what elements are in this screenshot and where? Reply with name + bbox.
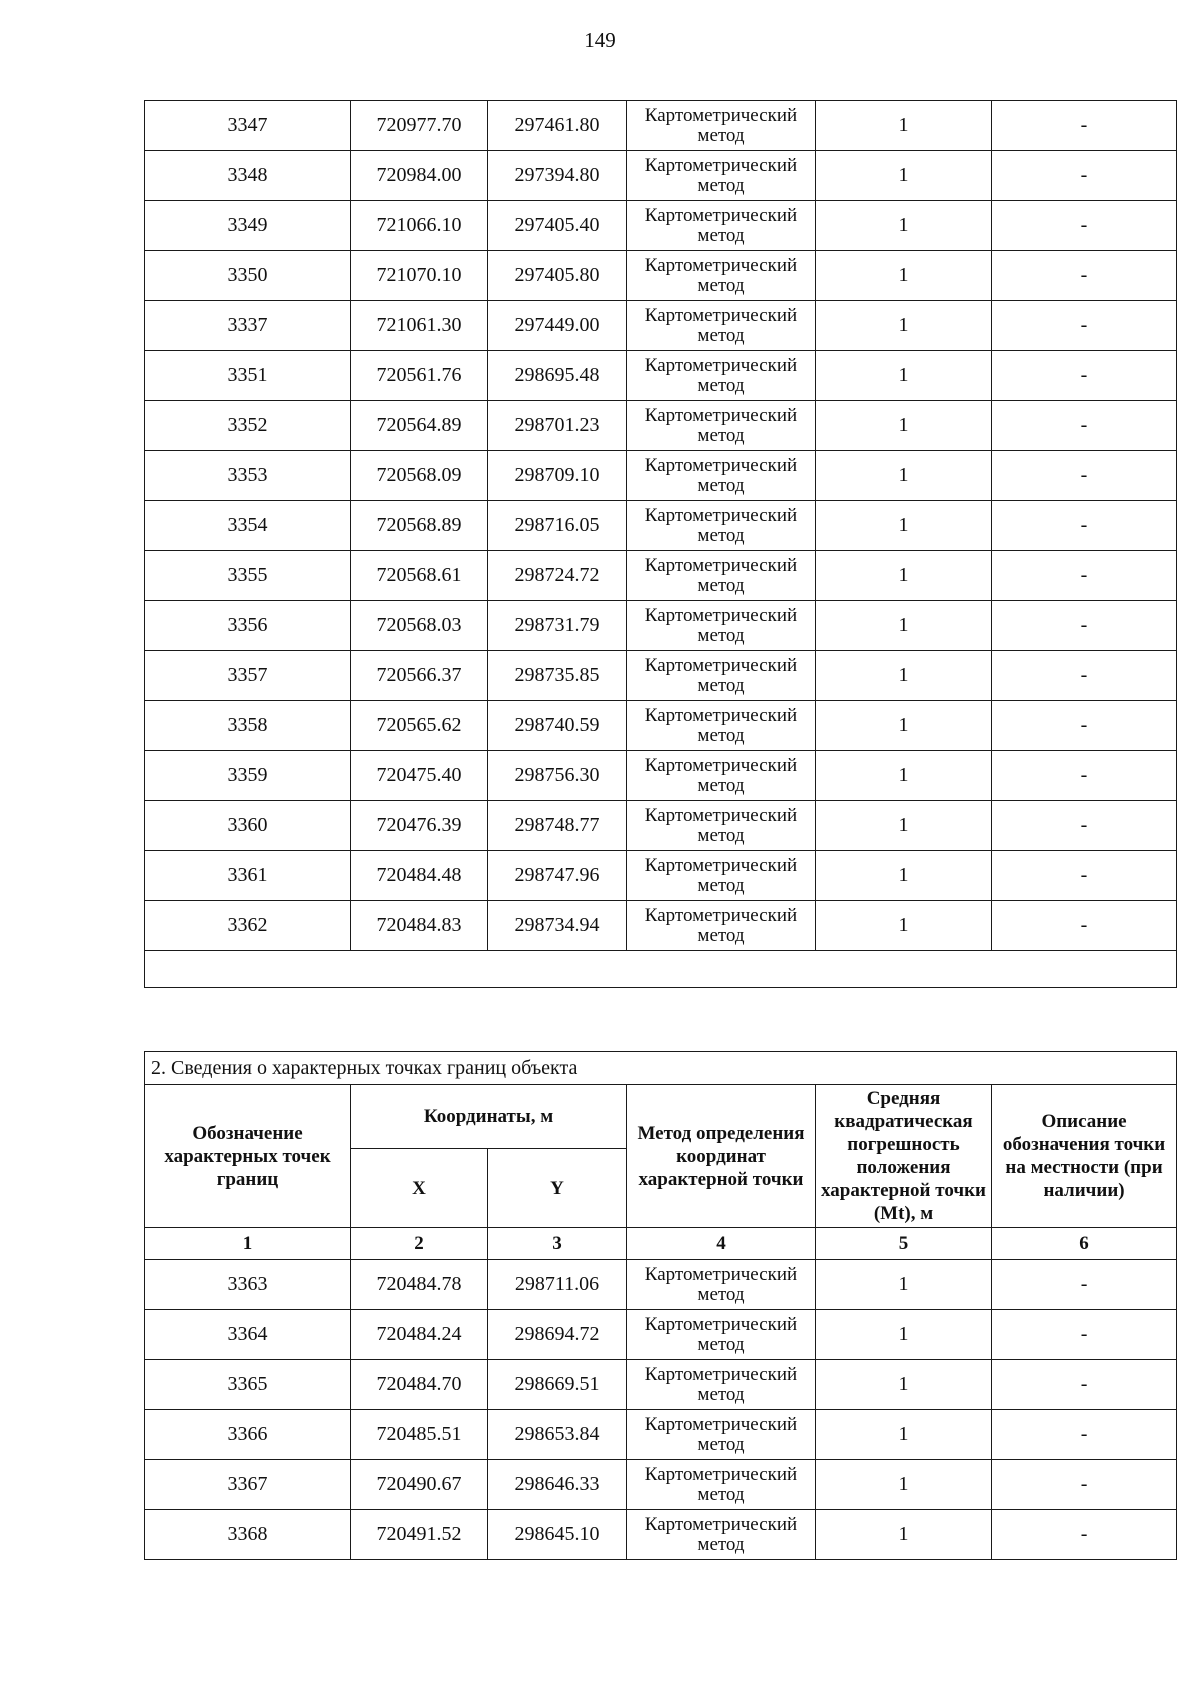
cell-x: 720565.62 [351, 701, 488, 751]
column-numbers-row [145, 1228, 1177, 1260]
cell-mt: 1 [816, 1360, 992, 1410]
empty-row [145, 951, 1177, 988]
cell-x: 720568.89 [351, 501, 488, 551]
cell-point: 3360 [145, 801, 351, 851]
cell-mt: 1 [816, 701, 992, 751]
column-number: 6 [992, 1228, 1177, 1260]
cell-point: 3337 [145, 301, 351, 351]
column-number: 2 [351, 1228, 488, 1260]
cell-method: Картометрический метод [627, 1360, 816, 1410]
column-number: 4 [627, 1228, 816, 1260]
cell-mt: 1 [816, 101, 992, 151]
cell-description: - [992, 1410, 1177, 1460]
cell-mt: 1 [816, 551, 992, 601]
table-row [145, 151, 1177, 201]
cell-x: 721070.10 [351, 251, 488, 301]
cell-y: 298731.79 [488, 601, 627, 651]
cell-x: 720568.03 [351, 601, 488, 651]
cell-y: 298694.72 [488, 1310, 627, 1360]
cell-method: Картометрический метод [627, 151, 816, 201]
cell-y: 298735.85 [488, 651, 627, 701]
table-row [145, 701, 1177, 751]
table-row [145, 601, 1177, 651]
cell-description: - [992, 601, 1177, 651]
cell-y: 298709.10 [488, 451, 627, 501]
cell-point: 3367 [145, 1460, 351, 1510]
cell-method: Картометрический метод [627, 651, 816, 701]
cell-y: 298747.96 [488, 851, 627, 901]
cell-method: Картометрический метод [627, 901, 816, 951]
cell-mt: 1 [816, 1260, 992, 1310]
cell-description: - [992, 351, 1177, 401]
cell-y: 298740.59 [488, 701, 627, 751]
cell-description: - [992, 1510, 1177, 1560]
table-row [145, 651, 1177, 701]
cell-method: Картометрический метод [627, 401, 816, 451]
cell-mt: 1 [816, 401, 992, 451]
cell-method: Картометрический метод [627, 501, 816, 551]
cell-y: 297461.80 [488, 101, 627, 151]
table-row [145, 1410, 1177, 1460]
cell-method: Картометрический метод [627, 551, 816, 601]
boundary-points-table [144, 1051, 1177, 1560]
header-description: Описание обозначения точки на местности (при наличии) [992, 1085, 1177, 1228]
cell-point: 3355 [145, 551, 351, 601]
table-row [145, 251, 1177, 301]
header-method: Метод определения координат характерной точки [627, 1085, 816, 1228]
cell-description: - [992, 851, 1177, 901]
table-row [145, 451, 1177, 501]
table-row [145, 551, 1177, 601]
header-row [145, 1085, 1177, 1149]
header-point: Обозначение характерных точек границ [145, 1085, 351, 1228]
cell-description: - [992, 701, 1177, 751]
cell-description: - [992, 101, 1177, 151]
cell-x: 720566.37 [351, 651, 488, 701]
cell-point: 3358 [145, 701, 351, 751]
cell-mt: 1 [816, 251, 992, 301]
cell-method: Картометрический метод [627, 1410, 816, 1460]
cell-point: 3351 [145, 351, 351, 401]
cell-point: 3368 [145, 1510, 351, 1560]
column-number: 1 [145, 1228, 351, 1260]
cell-mt: 1 [816, 151, 992, 201]
cell-point: 3347 [145, 101, 351, 151]
cell-x: 720977.70 [351, 101, 488, 151]
cell-y: 297449.00 [488, 301, 627, 351]
cell-x: 720476.39 [351, 801, 488, 851]
cell-method: Картометрический метод [627, 201, 816, 251]
cell-y: 298701.23 [488, 401, 627, 451]
cell-point: 3362 [145, 901, 351, 951]
cell-y: 298653.84 [488, 1410, 627, 1460]
cell-mt: 1 [816, 1310, 992, 1360]
table-row [145, 1360, 1177, 1410]
cell-point: 3352 [145, 401, 351, 451]
cell-x: 720484.78 [351, 1260, 488, 1310]
cell-description: - [992, 251, 1177, 301]
cell-description: - [992, 301, 1177, 351]
cell-description: - [992, 1360, 1177, 1410]
cell-y: 298695.48 [488, 351, 627, 401]
cell-method: Картометрический метод [627, 601, 816, 651]
cell-x: 720484.70 [351, 1360, 488, 1410]
cell-description: - [992, 451, 1177, 501]
cell-method: Картометрический метод [627, 1460, 816, 1510]
table-row [145, 901, 1177, 951]
cell-point: 3348 [145, 151, 351, 201]
header-x: X [351, 1149, 488, 1228]
cell-y: 298716.05 [488, 501, 627, 551]
page-number: 149 [584, 28, 616, 52]
cell-description: - [992, 551, 1177, 601]
section-caption: 2. Сведения о характерных точках границ объекта [145, 1052, 1177, 1085]
cell-method: Картометрический метод [627, 1510, 816, 1560]
column-number: 3 [488, 1228, 627, 1260]
cell-y: 298748.77 [488, 801, 627, 851]
table-row [145, 401, 1177, 451]
cell-mt: 1 [816, 451, 992, 501]
cell-y: 297405.80 [488, 251, 627, 301]
table-row [145, 501, 1177, 551]
cell-y: 298734.94 [488, 901, 627, 951]
table-row [145, 1260, 1177, 1310]
cell-point: 3359 [145, 751, 351, 801]
cell-mt: 1 [816, 601, 992, 651]
boundary-points-table-continued [144, 100, 1177, 988]
cell-mt: 1 [816, 301, 992, 351]
cell-x: 720484.48 [351, 851, 488, 901]
cell-x: 721066.10 [351, 201, 488, 251]
empty-cell [145, 951, 1177, 988]
table-body [145, 1260, 1177, 1560]
table-row [145, 201, 1177, 251]
cell-point: 3354 [145, 501, 351, 551]
cell-description: - [992, 401, 1177, 451]
cell-method: Картометрический метод [627, 751, 816, 801]
cell-x: 720561.76 [351, 351, 488, 401]
cell-y: 298646.33 [488, 1460, 627, 1510]
cell-mt: 1 [816, 351, 992, 401]
cell-point: 3357 [145, 651, 351, 701]
cell-y: 298756.30 [488, 751, 627, 801]
cell-mt: 1 [816, 801, 992, 851]
cell-method: Картометрический метод [627, 1310, 816, 1360]
table-row [145, 351, 1177, 401]
cell-description: - [992, 801, 1177, 851]
cell-description: - [992, 1460, 1177, 1510]
cell-mt: 1 [816, 751, 992, 801]
cell-method: Картометрический метод [627, 101, 816, 151]
cell-x: 720491.52 [351, 1510, 488, 1560]
cell-mt: 1 [816, 651, 992, 701]
cell-description: - [992, 1310, 1177, 1360]
cell-description: - [992, 651, 1177, 701]
column-number: 5 [816, 1228, 992, 1260]
cell-method: Картометрический метод [627, 251, 816, 301]
cell-mt: 1 [816, 501, 992, 551]
cell-x: 720475.40 [351, 751, 488, 801]
cell-point: 3363 [145, 1260, 351, 1310]
caption-row [145, 1052, 1177, 1085]
cell-point: 3350 [145, 251, 351, 301]
cell-x: 720484.24 [351, 1310, 488, 1360]
cell-x: 720568.09 [351, 451, 488, 501]
cell-x: 720984.00 [351, 151, 488, 201]
header-coords: Координаты, м [351, 1085, 627, 1149]
table-body [145, 101, 1177, 988]
cell-description: - [992, 501, 1177, 551]
cell-point: 3353 [145, 451, 351, 501]
cell-description: - [992, 201, 1177, 251]
cell-method: Картометрический метод [627, 351, 816, 401]
cell-mt: 1 [816, 201, 992, 251]
cell-x: 720485.51 [351, 1410, 488, 1460]
cell-y: 298645.10 [488, 1510, 627, 1560]
cell-mt: 1 [816, 1510, 992, 1560]
table-row [145, 801, 1177, 851]
cell-method: Картометрический метод [627, 801, 816, 851]
cell-point: 3356 [145, 601, 351, 651]
cell-mt: 1 [816, 851, 992, 901]
cell-point: 3364 [145, 1310, 351, 1360]
table-row [145, 1510, 1177, 1560]
cell-y: 298724.72 [488, 551, 627, 601]
table-row [145, 751, 1177, 801]
cell-mt: 1 [816, 1410, 992, 1460]
table-row [145, 851, 1177, 901]
cell-point: 3361 [145, 851, 351, 901]
cell-description: - [992, 901, 1177, 951]
cell-point: 3349 [145, 201, 351, 251]
cell-x: 720568.61 [351, 551, 488, 601]
cell-method: Картометрический метод [627, 851, 816, 901]
cell-y: 297394.80 [488, 151, 627, 201]
cell-mt: 1 [816, 901, 992, 951]
cell-y: 298669.51 [488, 1360, 627, 1410]
table-row [145, 301, 1177, 351]
cell-x: 720564.89 [351, 401, 488, 451]
cell-y: 298711.06 [488, 1260, 627, 1310]
cell-method: Картометрический метод [627, 1260, 816, 1310]
cell-description: - [992, 751, 1177, 801]
header-mt: Средняя квадратическая погрешность положения характерной точки (Mt), м [816, 1085, 992, 1228]
cell-method: Картометрический метод [627, 301, 816, 351]
cell-point: 3366 [145, 1410, 351, 1460]
cell-description: - [992, 151, 1177, 201]
cell-x: 720484.83 [351, 901, 488, 951]
cell-method: Картометрический метод [627, 701, 816, 751]
table-row [145, 101, 1177, 151]
table-row [145, 1460, 1177, 1510]
table-row [145, 1310, 1177, 1360]
header-y: Y [488, 1149, 627, 1228]
cell-y: 297405.40 [488, 201, 627, 251]
cell-point: 3365 [145, 1360, 351, 1410]
cell-method: Картометрический метод [627, 451, 816, 501]
cell-description: - [992, 1260, 1177, 1310]
cell-mt: 1 [816, 1460, 992, 1510]
cell-x: 721061.30 [351, 301, 488, 351]
cell-x: 720490.67 [351, 1460, 488, 1510]
